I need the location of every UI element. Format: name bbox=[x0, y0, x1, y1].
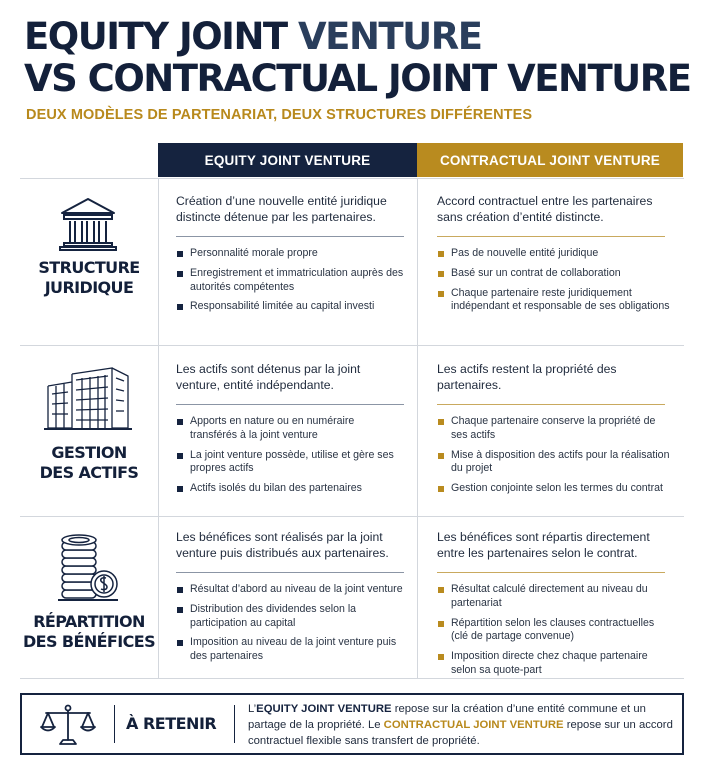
list-item: Enregistrement et immatriculation auprès des autorités compétentes bbox=[176, 267, 404, 295]
cell-equity-assets bbox=[176, 362, 404, 502]
cell-intro: Création d’une nouvelle entité juridique distincte détenue par les partenaires. bbox=[176, 194, 387, 224]
list-item: La joint venture possède, utilise et gère ses propres actifs bbox=[176, 449, 404, 477]
list-item: Répartition selon les clauses contractuelles (clé de partage convenue) bbox=[437, 617, 672, 645]
row-label-line: STRUCTURE bbox=[38, 258, 140, 277]
row-divider bbox=[20, 345, 684, 346]
bullet-list bbox=[176, 415, 404, 496]
cell-contractual-assets bbox=[437, 362, 672, 502]
text-fragment: repose sur la création d’une entité commune et un partage de la propriété. Le bbox=[248, 703, 646, 731]
retain-text bbox=[248, 701, 678, 749]
cell-intro: Les bénéfices sont réalisés par la joint venture puis distribués aux partenaires. bbox=[176, 530, 389, 560]
column-divider bbox=[158, 178, 159, 678]
cell-contractual-structure bbox=[437, 194, 672, 320]
page-title-line1 bbox=[24, 15, 482, 58]
row-label-line: DES BÉNÉFICES bbox=[22, 632, 156, 651]
list-item: Responsabilité limitée au capital investi bbox=[176, 300, 404, 314]
row-label-line: RÉPARTITION bbox=[33, 612, 145, 631]
bullet-list bbox=[437, 247, 672, 314]
page-title-line2: VS CONTRACTUAL JOINT VENTURE bbox=[24, 57, 691, 100]
cell-equity-profits bbox=[176, 530, 404, 670]
cell-separator bbox=[437, 572, 665, 573]
list-item: Basé sur un contrat de collaboration bbox=[437, 267, 672, 281]
list-item: Chaque partenaire reste juridiquement indépendant et responsable de ses obligations bbox=[437, 287, 672, 315]
row-label-assets bbox=[20, 443, 158, 483]
box-divider bbox=[114, 705, 115, 743]
cell-intro: Les actifs restent la propriété des partenaires. bbox=[437, 362, 617, 392]
row-label-line: JURIDIQUE bbox=[44, 278, 134, 297]
row-label-profits bbox=[20, 612, 158, 652]
contractual-highlight: CONTRACTUAL JOINT VENTURE bbox=[383, 719, 564, 731]
column-divider bbox=[417, 178, 418, 678]
bullet-list bbox=[437, 583, 672, 678]
cell-intro: Les actifs sont détenus par la joint venture, entité indépendante. bbox=[176, 362, 361, 392]
cell-separator bbox=[176, 404, 404, 405]
list-item: Apports en nature ou en numéraire transférés à la joint venture bbox=[176, 415, 404, 443]
list-item: Personnalité morale propre bbox=[176, 247, 404, 261]
cell-contractual-profits bbox=[437, 530, 672, 684]
list-item: Résultat calculé directement au niveau du partenariat bbox=[437, 583, 672, 611]
office-building-icon bbox=[38, 364, 138, 432]
column-header-contractual: CONTRACTUAL JOINT VENTURE bbox=[417, 143, 683, 177]
row-divider bbox=[20, 516, 684, 517]
bullet-list bbox=[437, 415, 672, 496]
cell-equity-structure bbox=[176, 194, 404, 320]
title-part1: EQUITY JOINT bbox=[24, 15, 287, 58]
key-takeaway-box bbox=[20, 693, 684, 755]
cell-separator bbox=[437, 404, 665, 405]
list-item: Pas de nouvelle entité juridique bbox=[437, 247, 672, 261]
row-label-line: DES ACTIFS bbox=[39, 463, 139, 482]
column-header-equity: EQUITY JOINT VENTURE bbox=[158, 143, 417, 177]
text-fragment: L’ bbox=[248, 703, 257, 715]
bullet-list bbox=[176, 247, 404, 314]
cell-intro: Accord contractuel entre les partenaires sans création d’entité distincte. bbox=[437, 194, 653, 224]
scales-icon bbox=[40, 703, 96, 752]
list-item: Imposition directe chez chaque partenaire selon sa quote-part bbox=[437, 650, 672, 678]
bullet-list bbox=[176, 583, 404, 664]
cell-separator bbox=[437, 236, 665, 237]
row-label-line: GESTION bbox=[51, 443, 127, 462]
cell-intro: Les bénéfices sont répartis directement entre les partenaires selon le contrat. bbox=[437, 530, 650, 560]
list-item: Chaque partenaire conserve la propriété de ses actifs bbox=[437, 415, 672, 443]
list-item: Imposition au niveau de la joint venture puis des partenaires bbox=[176, 636, 404, 664]
list-item: Mise à disposition des actifs pour la réalisation du projet bbox=[437, 449, 672, 477]
bank-building-icon bbox=[38, 196, 138, 252]
text-fragment: repose sur un accord contractuel flexible sans transfert de propriété. bbox=[248, 719, 673, 747]
list-item: Distribution des dividendes selon la participation au capital bbox=[176, 603, 404, 631]
retain-label: À RETENIR bbox=[126, 714, 217, 733]
box-divider bbox=[234, 705, 235, 743]
cell-separator bbox=[176, 572, 404, 573]
equity-highlight: EQUITY JOINT VENTURE bbox=[256, 703, 392, 715]
cell-separator bbox=[176, 236, 404, 237]
list-item: Gestion conjointe selon les termes du contrat bbox=[437, 482, 672, 496]
page-subtitle: DEUX MODÈLES DE PARTENARIAT, DEUX STRUCTURES DIFFÉRENTES bbox=[26, 107, 533, 123]
title-part2: VENTURE bbox=[298, 15, 482, 58]
coin-stack-icon bbox=[38, 532, 138, 606]
row-label-structure bbox=[20, 258, 158, 298]
list-item: Résultat d’abord au niveau de la joint venture bbox=[176, 583, 404, 597]
list-item: Actifs isolés du bilan des partenaires bbox=[176, 482, 404, 496]
row-divider bbox=[20, 178, 684, 179]
